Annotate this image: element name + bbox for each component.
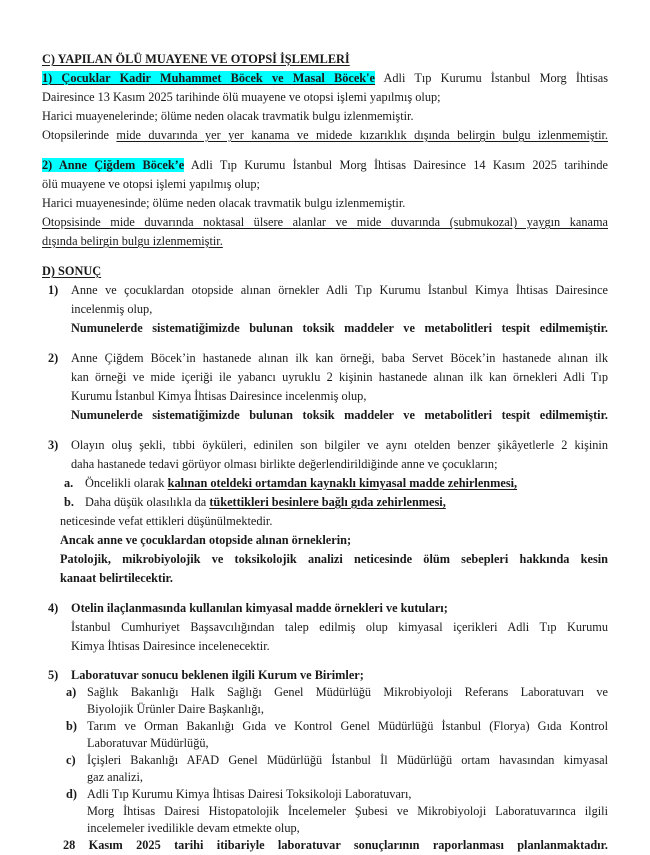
d3-sub-a-emphasis: kalınan oteldeki ortamdan kaynaklı kimyasal madde zehirlenmesi,	[167, 476, 518, 490]
section-c-item-2	[42, 156, 608, 251]
paragraph-gap	[42, 588, 608, 599]
d5-sub-b-line-1	[42, 718, 608, 735]
d5-sub-d-line-1	[42, 786, 608, 803]
d3-sub-b-emphasis: tükettikleri besinlere bağlı gıda zehirlenmesi,	[209, 495, 446, 509]
d1-line-1	[42, 281, 608, 300]
d3-line-2: daha hastanede tedavi görüyor olması birlikte değerlendirildiğinde anne ve çocukların;	[71, 457, 498, 471]
d-item-1	[42, 281, 608, 338]
d5-sub-b-text: Tarım ve Orman Bakanlığı Gıda ve Kontrol Genel Müdürlüğü İstanbul (Florya) Gıda Kontrol	[87, 719, 608, 733]
section-d-heading-text: D) SONUÇ	[42, 264, 102, 278]
paragraph-gap	[42, 425, 608, 436]
d5-heading-bold: Laboratuvar sonucu beklenen ilgili Kurum ve Birimler;	[71, 668, 364, 682]
d3-line-1	[42, 436, 608, 455]
section-c-item-1	[42, 69, 608, 145]
d1-number: 1)	[48, 283, 59, 297]
section-c-heading	[42, 50, 608, 69]
d5-sub-a-label: a)	[66, 685, 77, 699]
d5-sub-c-label: c)	[66, 753, 76, 767]
d3-line-7-bold: Patolojik, mikrobiyolojik ve toksikolojik analizi neticesinde ölüm sebepleri hakkında kesin	[60, 552, 608, 566]
d2-line-2: kan örneği ve mide içeriği ile yabancı uyruklu 2 kişinin hastanede alınan ilk kan örnekleri Adli Tıp	[71, 370, 608, 384]
d5-line-1	[42, 667, 608, 684]
d-item-3	[42, 436, 608, 588]
c1-highlighted-names: 1) Çocuklar Kadir Muhammet Böcek ve Masal Böcek'e	[42, 71, 376, 85]
c1-line-4	[42, 126, 608, 145]
d5-sub-c-line-2: gaz analizi,	[87, 770, 143, 784]
d3-sub-b-prefix: Daha düşük olasılıkla da	[85, 495, 210, 509]
d5-sub-d-label: d)	[66, 787, 77, 801]
d2-line-1-text: Anne Çiğdem Böcek’in hastanede alınan ilk kan örneği, baba Servet Böcek’in hastanede alınan ilk	[71, 351, 608, 365]
d2-line-1	[42, 349, 608, 368]
d3-line-1-text: Olayın oluş şekli, tıbbi öyküleri, edinilen son bilgiler ve aynı otelden benzer şikâyetlerle 2 kişinin	[71, 438, 608, 452]
d5-sub-d-line-2: Morg İhtisas Dairesi Histopatolojik İncelemeler Şubesi ve Mikrobiyoloji Laboratuvarınca ilgili	[87, 804, 608, 818]
c2-line-2: ölü muayene ve otopsi işlemi yapılmış olup;	[42, 177, 260, 191]
d5-sub-d-text: Adli Tıp Kurumu Kimya İhtisas Dairesi Toksikoloji Laboratuvarı,	[87, 787, 412, 801]
paragraph-gap	[42, 145, 608, 156]
d5-sub-b-label: b)	[66, 719, 77, 733]
d3-line-6-bold: Ancak anne ve çocuklardan otopside alınan örneklerin;	[60, 533, 352, 547]
section-c-heading-text: C) YAPILAN ÖLÜ MUAYENE VE OTOPSİ İŞLEMLERİ	[42, 52, 350, 66]
c2-line-5	[42, 232, 608, 251]
d3-sub-b-label: b.	[64, 495, 74, 509]
d-item-5	[42, 667, 608, 854]
d2-conclusion-bold: Numunelerde sistematiğimizde bulunan toksik maddeler ve metabolitleri tespit edilmemiştir.	[71, 408, 608, 422]
d1-line-2: incelenmiş olup,	[71, 302, 153, 316]
d3-sub-a-prefix: Öncelikli olarak	[85, 476, 168, 490]
d5-number: 5)	[48, 668, 59, 682]
d5-sub-c-text: İçişleri Bakanlığı AFAD Genel Müdürlüğü İstanbul İl Müdürlüğü ortam havasından kimyasal	[87, 753, 608, 767]
c1-line-4-underlined: mide duvarında yer yer kanama ve midede kızarıklık dışında belirgin bulgu izlenmemiştir.	[116, 128, 609, 142]
paragraph-gap	[42, 251, 608, 262]
d-item-4	[42, 599, 608, 656]
d2-line-3: Kurumu İstanbul Kimya İhtisas Dairesince incelenmiş olup,	[71, 389, 367, 403]
d4-line-3: Kimya İhtisas Dairesince incelenecektir.	[71, 639, 270, 653]
c2-line-4-underlined: Otopsisinde mide duvarında noktasal ülsere alanlar ve mide duvarında (submukozal) yaygın kanama	[42, 215, 608, 229]
c1-line-3: Harici muayenelerinde; ölüme neden olacak travmatik bulgu izlenmemiştir.	[42, 109, 414, 123]
d-item-2	[42, 349, 608, 425]
d2-number: 2)	[48, 351, 59, 365]
d4-line-1	[42, 599, 608, 618]
c2-highlighted-name: 2) Anne Çiğdem Böcek’e	[42, 158, 185, 172]
section-d-heading	[42, 262, 608, 281]
d3-sub-a-label: a.	[64, 476, 74, 490]
d5-sub-a-text: Sağlık Bakanlığı Halk Sağlığı Genel Müdürlüğü Mikrobiyoloji Referans Laboratuvarı ve	[87, 685, 608, 699]
d5-sub-a-line-1	[42, 684, 608, 701]
d4-heading-bold: Otelin ilaçlanmasında kullanılan kimyasal madde örnekleri ve kutuları;	[71, 601, 448, 615]
c1-line-4-prefix: Otopsilerinde	[42, 128, 117, 142]
d1-line-1-text: Anne ve çocuklardan otopside alınan örnekler Adli Tıp Kurumu İstanbul Kimya İhtisas Dairesince	[71, 283, 608, 297]
d5-closing-bold: 28 Kasım 2025 tarihi itibariyle laboratuvar sonuçlarının raporlanması planlanmaktadır.	[63, 838, 608, 852]
d5-sub-d-line-3: incelemeler ivedilikle devam etmekte olup,	[87, 821, 300, 835]
d3-sub-a	[42, 474, 608, 493]
c1-line-1	[42, 69, 608, 88]
c2-line-1	[42, 156, 608, 175]
d3-line-8-bold: kanaat belirtilecektir.	[60, 571, 173, 585]
d3-line-5: neticesinde vefat ettikleri düşünülmektedir.	[60, 514, 273, 528]
d5-sub-c-line-1	[42, 752, 608, 769]
c1-line-2: Dairesince 13 Kasım 2025 tarihinde ölü muayene ve otopsi işlemi yapılmış olup;	[42, 90, 441, 104]
d1-conclusion-bold: Numunelerde sistematiğimizde bulunan toksik maddeler ve metabolitleri tespit edilmemiştir.	[71, 321, 608, 335]
c2-line-4	[42, 213, 608, 232]
d4-number: 4)	[48, 601, 59, 615]
d3-sub-b	[42, 493, 608, 512]
d4-line-2: İstanbul Cumhuriyet Başsavcılığından talep edilmiş olup kimyasal içerikleri Adli Tıp Kurumu	[71, 620, 608, 634]
paragraph-gap	[42, 338, 608, 349]
d5-sub-a-line-2: Biyolojik Ürünler Daire Başkanlığı,	[87, 702, 264, 716]
d3-number: 3)	[48, 438, 59, 452]
c1-line-1-rest: Adli Tıp Kurumu İstanbul Morg İhtisas	[375, 71, 609, 85]
d5-sub-b-line-2: Laboratuvar Müdürlüğü,	[87, 736, 209, 750]
paragraph-gap	[42, 656, 608, 667]
c2-line-3: Harici muayenesinde; ölüme neden olacak travmatik bulgu izlenmemiştir.	[42, 196, 406, 210]
c2-line-1-rest: Adli Tıp Kurumu İstanbul Morg İhtisas Dairesince 14 Kasım 2025 tarihinde	[184, 158, 608, 172]
c2-line-5-underlined: dışında belirgin bulgu izlenmemiştir.	[42, 234, 223, 248]
